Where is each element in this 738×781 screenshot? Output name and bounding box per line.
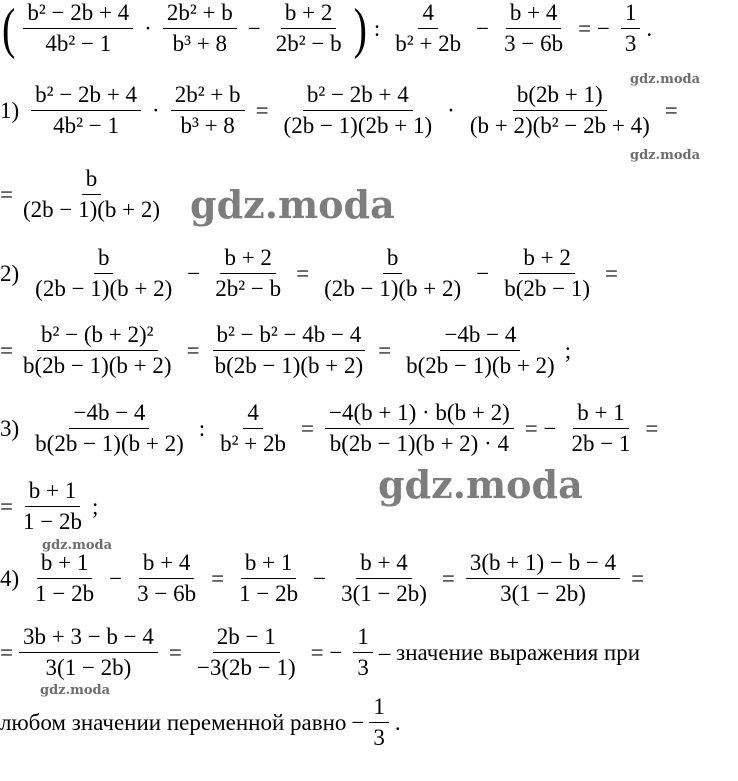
fraction: $\frac{4}{\text{b² + 2b}}$ [395,0,462,57]
fraction: $\frac{-4b - 4}{b(2b - 1)(b + 2)}$ [35,400,184,457]
fraction: $\frac{3b + 3 - b - 4}{3(1 - 2b)}$ [19,624,158,682]
fraction: $\frac{b + 1}{1 - 2b}$ [22,478,82,535]
fraction: $\frac{b + 2}{\text{2b² − b}}$ [215,245,282,302]
step-label: 1) [0,97,20,123]
fraction: $\frac{4}{\text{b² + 2b}}$ [220,400,287,457]
step1-result-line: = $\frac{b}{(2b - 1)(b + 2)}$ [0,166,170,224]
fraction: $\frac{b}{(2b - 1)(b + 2)}$ [35,245,173,302]
step3-line: 3) $\frac{-4b - 4}{b(2b - 1)(b + 2)}$ : $\frac{4}{\text{b² + 2b}}$ = $\frac{-4(b + 1) \cdot b(b + 2)}{b(2b - 1)(b + 2) \cdot 4}$ = − $\frac{b + 1}{2b - 1}$ = [0,400,659,457]
fraction: $\frac{b + 4}{3 - 6b}$ [504,0,564,57]
close-paren: ) [353,0,367,60]
step2-cont-line: = $\frac{\text{b² − (b + 2)²}}{b(2b - 1)(b + 2)}$ = $\frac{\text{b² − b² − 4b − 4}}{b(2b - 1)(b + 2)}$ = $\frac{-4b - 4}{b(2b - 1)(b + 2)}$ ; [0,322,572,379]
fraction: $\frac{b}{(2b - 1)(b + 2)}$ [324,245,462,302]
step3-result-line: = $\frac{b + 1}{1 - 2b}$ ; [0,478,99,535]
watermark: gdz.moda [40,683,111,698]
task-line: ( $\frac{\text{b² − 2b + 4}}{\text{4b² − 1}}$ · $\frac{\text{2b² + b}}{\text{b³ + 8}}$ − $\frac{b + 2}{\text{2b² − b}}$ ) : $\frac{4}{\text{b² + 2b}}$ − $\frac{b + 4}{3 - 6b}$ = − $\frac{1}{3}$ . [2,0,653,60]
fraction: $\frac{\text{b² − b² − 4b − 4}}{b(2b - 1)(b + 2)}$ [211,322,368,380]
fraction: $\frac{-4b - 4}{b(2b - 1)(b + 2)}$ [406,322,555,379]
open-paren: ( [2,0,16,60]
step4-line: 4) $\frac{b + 1}{1 - 2b}$ − $\frac{b + 4}{3 - 6b}$ = $\frac{b + 1}{1 - 2b}$ − $\frac{b + 4}{3(1 - 2b)}$ = $\frac{3(b + 1) - b - 4}{3(1 - 2b)}$ = [0,550,645,607]
step-label: 4) [0,565,20,591]
watermark: gdz.moda [190,182,395,227]
fraction: $\frac{b + 4}{3 - 6b}$ [137,550,197,607]
step-label: 2) [0,260,20,286]
fraction: $\frac{b + 4}{3(1 - 2b)}$ [341,550,427,607]
step2-line: 2) $\frac{b}{(2b - 1)(b + 2)}$ − $\frac{b + 2}{\text{2b² − b}}$ = $\frac{b}{(2b - 1)(b + 2)}$ − $\frac{b + 2}{b(2b - 1)}$ = [0,245,618,302]
fraction: $\frac{-4(b + 1) \cdot b(b + 2)}{b(2b - 1)(b + 2) \cdot 4}$ [325,400,514,458]
watermark: gdz.moda [630,148,701,163]
watermark: gdz.moda [630,72,701,87]
conclusion-text: – значение выражения при [378,639,641,665]
fraction: $\frac{b + 2}{b(2b - 1)}$ [504,245,590,302]
fraction: $\frac{b + 1}{1 - 2b}$ [35,550,95,607]
fraction: $\frac{\text{2b² + b}}{\text{b³ + 8}}$ [163,0,237,58]
fraction: $\frac{\text{b² − 2b + 4}}{\text{4b² − 1}}$ [23,0,133,58]
step4-cont-line: = $\frac{3b + 3 - b - 4}{3(1 - 2b)}$ = $\frac{2b - 1}{-3(2b - 1)}$ = − $\frac{1}{3}$ – значение выражения при [0,624,641,681]
fraction: $\frac{b(2b + 1)}{\text{(b + 2)(b² − 2b + 4)}}$ [469,82,650,139]
fraction: $\frac{b + 1}{1 - 2b}$ [239,550,299,607]
fraction: $\frac{b}{(2b - 1)(b + 2)}$ [22,166,161,223]
fraction: $\frac{1}{3}$ [621,0,641,58]
watermark: gdz.moda [42,538,113,553]
fraction: $\frac{1}{3}$ [353,624,373,682]
fraction: $\frac{\text{2b² + b}}{\text{b³ + 8}}$ [171,82,245,140]
step1-line: 1) $\frac{\text{b² − 2b + 4}}{\text{4b² − 1}}$ · $\frac{\text{2b² + b}}{\text{b³ + 8}}$ = $\frac{\text{b² − 2b + 4}}{(2b - 1)(2b + 1)}$ · $\frac{b(2b + 1)}{\text{(b + 2)(b² − 2b + 4)}}$ = [0,82,678,139]
final-line: любом значении переменной равно − $\frac{1}{3}$ . [0,694,401,751]
fraction: $\frac{3(b + 1) - b - 4}{3(1 - 2b)}$ [466,550,620,608]
fraction: $\frac{\text{b² − 2b + 4}}{\text{4b² − 1}}$ [31,82,141,140]
fraction: $\frac{2b - 1}{-3(2b - 1)}$ [196,624,296,681]
fraction: $\frac{1}{3}$ [369,694,389,752]
step-label: 3) [0,415,20,441]
conclusion-text: любом значении переменной равно [0,709,347,735]
fraction: $\frac{b + 1}{2b - 1}$ [571,400,631,457]
fraction: $\frac{\text{b² − 2b + 4}}{(2b - 1)(2b + 1)}$ [283,82,433,139]
watermark: gdz.moda [378,462,583,507]
fraction: $\frac{\text{b² − (b + 2)²}}{b(2b - 1)(b + 2)}$ [22,322,172,379]
fraction: $\frac{b + 2}{\text{2b² − b}}$ [275,0,342,57]
